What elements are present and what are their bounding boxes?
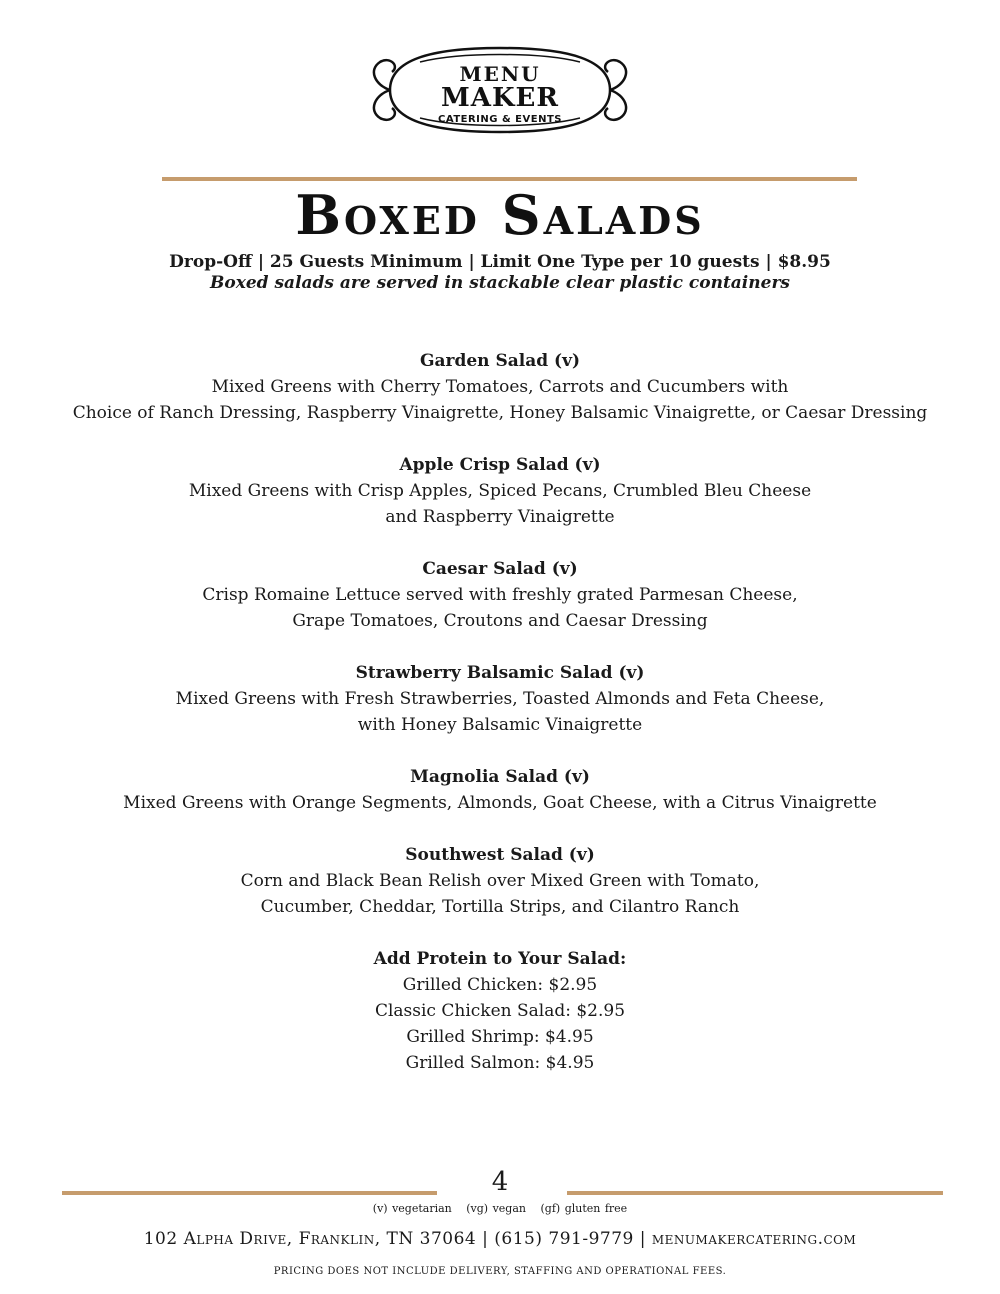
contact-address: 102 Alpha Drive, Franklin, TN 37064 | (615) 791-9779 | menumakercatering.com bbox=[143, 1229, 857, 1249]
logo bbox=[360, 40, 640, 140]
menu-item-desc: and Raspberry Vinaigrette bbox=[385, 507, 615, 527]
logo-line-catering: CATERING & EVENTS bbox=[438, 114, 562, 125]
container-note: Boxed salads are served in stackable clear plastic containers bbox=[210, 273, 790, 293]
protein-addons-heading: Add Protein to Your Salad: bbox=[373, 949, 627, 969]
menu-item-name: Apple Crisp Salad (v) bbox=[399, 455, 601, 475]
menu-item-apple-crisp bbox=[0, 452, 1000, 530]
menu-item-desc: Crisp Romaine Lettuce served with freshly grated Parmesan Cheese, bbox=[202, 585, 798, 605]
menu-item-desc: Choice of Ranch Dressing, Raspberry Vinaigrette, Honey Balsamic Vinaigrette, or Caesar Dressing bbox=[72, 403, 928, 423]
legend-vegan: (vg) vegan bbox=[466, 1202, 526, 1215]
page-number: 4 bbox=[491, 1167, 509, 1197]
menu-item-caesar bbox=[0, 556, 1000, 634]
menu-item-desc: Grape Tomatoes, Croutons and Caesar Dressing bbox=[292, 611, 708, 631]
menu-item-southwest bbox=[0, 842, 1000, 920]
menu-item-desc: Mixed Greens with Orange Segments, Almonds, Goat Cheese, with a Citrus Vinaigrette bbox=[123, 793, 877, 813]
diet-legend bbox=[0, 1202, 1000, 1215]
menu-item-desc: Mixed Greens with Crisp Apples, Spiced Pecans, Crumbled Bleu Cheese bbox=[188, 481, 812, 501]
menu-item-name: Magnolia Salad (v) bbox=[410, 767, 590, 787]
protein-option: Grilled Shrimp: $4.95 bbox=[406, 1027, 594, 1047]
menu-item-magnolia bbox=[0, 764, 1000, 816]
menu-item-strawberry-balsamic bbox=[0, 660, 1000, 738]
page-subtitle: Drop-Off | 25 Guests Minimum | Limit One Type per 10 guests | $8.95 bbox=[169, 252, 831, 272]
menu-item-desc: with Honey Balsamic Vinaigrette bbox=[357, 715, 643, 735]
menu-item-name: Caesar Salad (v) bbox=[422, 559, 578, 579]
menu-item-desc: Mixed Greens with Cherry Tomatoes, Carrots and Cucumbers with bbox=[211, 377, 789, 397]
page-title: Boxed Salads bbox=[295, 183, 705, 247]
menu-item-desc: Corn and Black Bean Relish over Mixed Green with Tomato, bbox=[240, 871, 760, 891]
menu-item-desc: Cucumber, Cheddar, Tortilla Strips, and Cilantro Ranch bbox=[260, 897, 740, 917]
menu-item-name: Garden Salad (v) bbox=[419, 351, 580, 371]
salad-menu bbox=[0, 348, 1000, 1102]
logo-line-maker: MAKER bbox=[441, 83, 559, 113]
menu-item-name: Southwest Salad (v) bbox=[405, 845, 595, 865]
protein-option: Grilled Salmon: $4.95 bbox=[405, 1053, 595, 1073]
protein-addons bbox=[0, 946, 1000, 1076]
pricing-disclaimer: PRICING DOES NOT INCLUDE DELIVERY, STAFFING AND OPERATIONAL FEES. bbox=[273, 1266, 727, 1277]
legend-gluten-free: (gf) gluten free bbox=[540, 1202, 628, 1215]
menu-item-desc: Mixed Greens with Fresh Strawberries, Toasted Almonds and Feta Cheese, bbox=[175, 689, 825, 709]
protein-option: Grilled Chicken: $2.95 bbox=[402, 975, 598, 995]
footer-divider-right bbox=[567, 1191, 943, 1195]
protein-option: Classic Chicken Salad: $2.95 bbox=[374, 1001, 626, 1021]
menu-item-garden bbox=[0, 348, 1000, 426]
footer-divider-left bbox=[62, 1191, 437, 1195]
logo-line-menu: MENU bbox=[459, 62, 541, 86]
menu-item-name: Strawberry Balsamic Salad (v) bbox=[355, 663, 645, 683]
legend-vegetarian: (v) vegetarian bbox=[372, 1202, 452, 1215]
top-divider bbox=[162, 177, 857, 181]
